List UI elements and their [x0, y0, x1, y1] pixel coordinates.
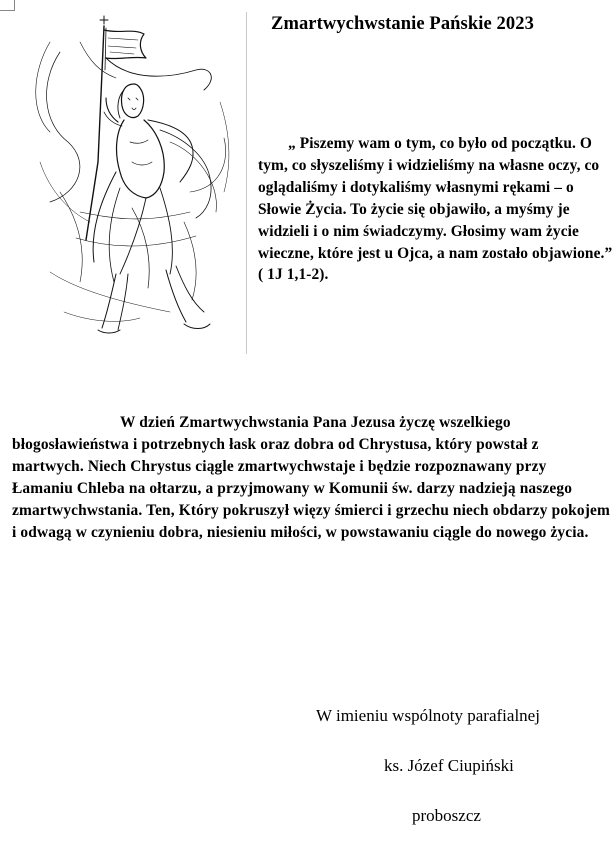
scripture-quote: „ Piszemy wam o tym, co było od początku. O tym, co słyszeliśmy i widzieliśmy na własne oczy, co oglądaliśmy i dotykaliśmy własnymi rękami – o Słowie Życia. To życie się objawiło, a myśmy je widzieli i o nim świadczymy. Głosimy wam życie wieczne, które jest u Ojca, a nam zostało objawione.” ( 1J 1,1-2). [258, 135, 613, 284]
easter-greeting-paragraph: W dzień Zmartwychwstania Pana Jezusa życzę wszelkiego błogosławieństwa i potrzebnych łask oraz dobra od Chrystusa, który powstał z martwych. Niech Chrystus ciągle zmartwychwstaje i będzie rozpoznawany przy Łamaniu Chleba na ołtarzu, a przyjmowany w Komunii św. darzy nadzieją naszego zmartwychwstania. Ten, Który pokruszył więzy śmierci i grzechu niech obdarzy pokojem i odwagą w czynieniu dobra, niesieniu miłości, w powstawaniu ciągle do nowego życia. [12, 414, 610, 542]
divider-line [246, 12, 247, 354]
document-title: Zmartwychwstanie Pańskie 2023 [271, 14, 534, 34]
signature-role: proboszcz [412, 806, 481, 825]
signature-community-line: W imieniu wspólnoty parafialnej [316, 706, 540, 725]
risen-christ-sketch-image [20, 12, 245, 347]
page-corner-mark [0, 0, 15, 11]
signature-name: ks. Józef Ciupiński [384, 756, 514, 775]
